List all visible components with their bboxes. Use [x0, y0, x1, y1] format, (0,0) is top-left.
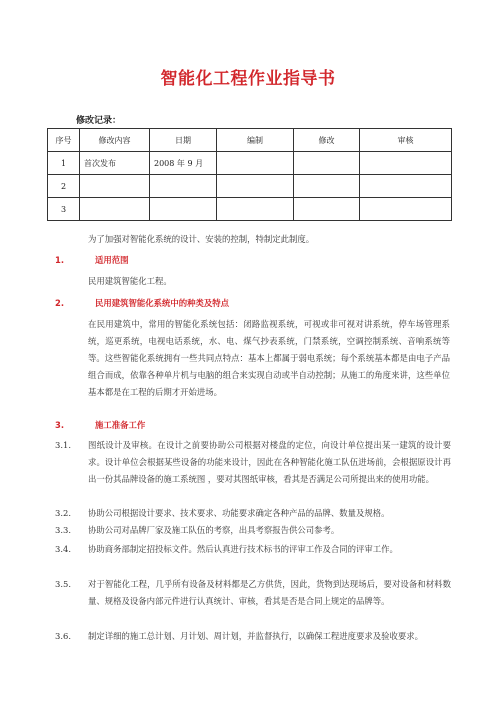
item-text: 对于智能化工程，几乎所有设备及材料都是乙方供货，因此，货物到达现场后，要对设备和材料数量、规格及设备内部元件进行认真统计、审核，看其是否是合同上规定的品牌等。 — [88, 579, 451, 606]
table-cell: 3 — [48, 198, 80, 221]
header-review: 审核 — [360, 129, 452, 152]
table-row — [48, 198, 452, 221]
section-number: 1. — [55, 255, 65, 265]
section-title: 民用建筑智能化系统中的种类及特点 — [95, 298, 229, 308]
header-seq: 序号 — [48, 129, 80, 152]
list-item — [55, 505, 451, 522]
section-number: 2. — [55, 298, 65, 308]
header-date: 日期 — [150, 129, 217, 152]
item-text: 制定详细的施工总计划、月计划、周计划，并监督执行，以确保工程进度要求及验收要求。 — [88, 631, 423, 641]
list-item — [55, 437, 451, 488]
header-author: 编制 — [217, 129, 294, 152]
section-number: 3. — [55, 420, 65, 430]
item-text: 协助公司根据设计要求、技术要求、功能要求确定各种产品的品牌、数量及规格。 — [88, 508, 390, 518]
table-cell — [80, 175, 150, 198]
table-cell: 2 — [48, 175, 80, 198]
item-number: 3.4. — [55, 544, 71, 554]
table-cell: 首次发布 — [80, 152, 150, 175]
table-cell — [217, 175, 294, 198]
section-title: 施工准备工作 — [95, 420, 146, 430]
table-cell — [150, 175, 217, 198]
list-item — [55, 576, 451, 610]
list-item — [55, 628, 451, 645]
header-content: 修改内容 — [80, 129, 150, 152]
item-number: 3.5. — [55, 579, 71, 589]
item-text: 协助商务部制定招投标文件。然后认真进行技术标书的评审工作及合同的评审工作。 — [88, 544, 398, 554]
table-cell — [294, 152, 360, 175]
item-number: 3.2. — [55, 508, 71, 518]
table-cell — [294, 198, 360, 221]
item-number: 3.1. — [55, 440, 71, 450]
table-cell — [294, 175, 360, 198]
table-cell — [217, 198, 294, 221]
table-cell — [360, 152, 452, 175]
table-cell — [217, 152, 294, 175]
item-text: 协助公司对品牌厂家及施工队伍的考察，出具考察报告供公司参考。 — [88, 525, 340, 535]
document-title: 智能化工程作业指导书 — [160, 69, 336, 89]
table-cell: 2008 年 9 月 — [150, 152, 217, 175]
table-cell — [360, 198, 452, 221]
item-number: 3.6. — [55, 631, 71, 641]
table-cell: 1 — [48, 152, 80, 175]
header-revise: 修改 — [294, 129, 360, 152]
item-text: 图纸设计及审核。在设计之前要协助公司根据对楼盘的定位，向设计单位提出某一建筑的设计要求。设计单位会根据某些设备的功能来设计，因此在各种智能化施工队伍进场前，会根据原设计再出一份其品牌设备的施工系统图 ，要对其图纸审核，看其是否满足公司所提出来的使用功能。 — [88, 440, 451, 484]
table-header-row — [48, 129, 452, 152]
item-number: 3.3. — [55, 525, 71, 535]
list-item — [55, 541, 451, 558]
list-item — [55, 522, 451, 539]
table-cell — [80, 198, 150, 221]
revision-table — [47, 128, 452, 221]
section-title: 适用范围 — [95, 255, 129, 265]
table-cell — [150, 198, 217, 221]
intro-paragraph: 为了加强对智能化系统的设计、安装的控制，特制定此制度。 — [88, 234, 315, 244]
revision-label: 修改记录： — [76, 116, 122, 126]
table-row — [48, 175, 452, 198]
table-row — [48, 152, 452, 175]
section-body: 在民用建筑中，常用的智能化系统包括：闭路监视系统，可视或非可视对讲系统，停车场管理系统，巡更系统，电视电话系统，水、电、煤气抄表系统，门禁系统，空调控制系统、音响系统等等。这些智能化系统拥有一些共同点特点：基本上都属于弱电系统；每个系统基本都是由电子产品组合而成，依靠各种单片机与电脑的组合来实现自动或半自动控制；从施工的角度来讲，这些单位基本都是在工程的后期才开始进场。 — [88, 319, 450, 397]
section-body: 民用建筑智能化工程。 — [88, 276, 172, 286]
table-cell — [360, 175, 452, 198]
